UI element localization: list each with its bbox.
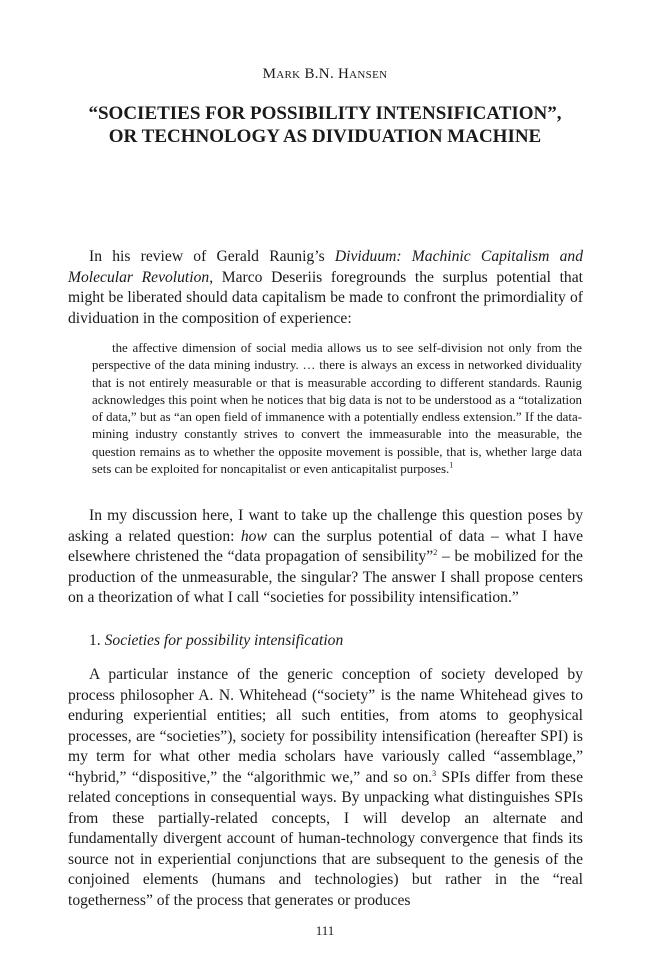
paragraph-intro xyxy=(68,247,583,329)
paragraph-discussion-text-3: – be mobilized for the production of the unmeasurable, the singular? The answer I shall propose centers on a theorization of what I call “societies for possibility intensification.” xyxy=(68,548,583,606)
section-heading xyxy=(89,632,343,650)
block-quote-text: the affective dimension of social media allows us to see self-division not only from the perspective of the data mining industry. … there is always an excess in networked dividuality that is not entirely measurable or that is measurable according to different standards. Raunig acknowledges this point when he notices that big data is not to be understood as a “totalization of data,” but as “an open field of immanence with a potentially endless extension.” If the data-mining industry constantly strives to convert the immeasurable into the measurable, the question remains as to whether the opposite movement is possible, that is, whether large data sets can be exploited for noncapitalist or even anticapitalist purposes. xyxy=(92,341,582,477)
paragraph-intro-text-2: , Marco Deseriis foregrounds the surplus potential that might be liberated should data capitalism be made to confront the primordiality of dividuation in the composition of experience: xyxy=(68,268,583,327)
footnote-ref-2: 2 xyxy=(433,547,438,557)
paragraph-intro-text-1: In his review of Gerald Raunig’s xyxy=(89,248,335,265)
section-title: Societies for possibility intensification xyxy=(104,632,344,649)
chapter-title-line-2: OR TECHNOLOGY AS DIVIDUATION MACHINE xyxy=(108,126,542,147)
paragraph-spi-text-2: SPIs differ from these related conceptions in consequential ways. By unpacking what distinguishes SPIs from these partially-related concepts, I will develop an alternate and fundamentally divergent account of human-technology convergence that finds its source not in experiential conjunctions that are subsequent to the genesis of the conjoined elements (humans and technologies) but rather in the “real togetherness” of the process that generates or produces xyxy=(68,768,583,909)
page-number: 111 xyxy=(315,923,335,938)
chapter-title-line-1: “SOCIETIES FOR POSSIBILITY INTENSIFICATION”, xyxy=(88,103,562,124)
paragraph-discussion-text-1: In my discussion here, I want to take up the challenge this question poses by asking a related question: xyxy=(68,507,583,545)
section-number: 1. xyxy=(89,632,105,649)
author-name: Mark B.N. Hansen xyxy=(262,66,388,82)
block-quote xyxy=(92,340,582,478)
footnote-ref-3: 3 xyxy=(432,768,437,778)
footnote-ref-1: 1 xyxy=(449,460,454,470)
paragraph-discussion-text-2: can the surplus potential of data – what I have elsewhere christened the “data propagation of sensibility” xyxy=(68,527,583,565)
paragraph-spi xyxy=(68,665,583,911)
book-title: Dividuum: Machinic Capitalism and Molecular Revolution xyxy=(68,248,583,286)
emphasis-how: how xyxy=(240,527,267,545)
paragraph-discussion xyxy=(68,506,583,609)
paragraph-spi-text-1: A particular instance of the generic conception of society developed by process philosopher A. N. Whitehead (“society” is the name Whitehead gives to enduring experiential entities; all such entities, from atoms to geophysical processes, are “societies”), society for possibility intensification (hereafter SPI) is my term for what other media scholars have variously called “assemblage,” “hybrid,” “dispositive,” the “algorithmic we,” and so on. xyxy=(68,666,583,786)
chapter-title xyxy=(40,102,610,148)
